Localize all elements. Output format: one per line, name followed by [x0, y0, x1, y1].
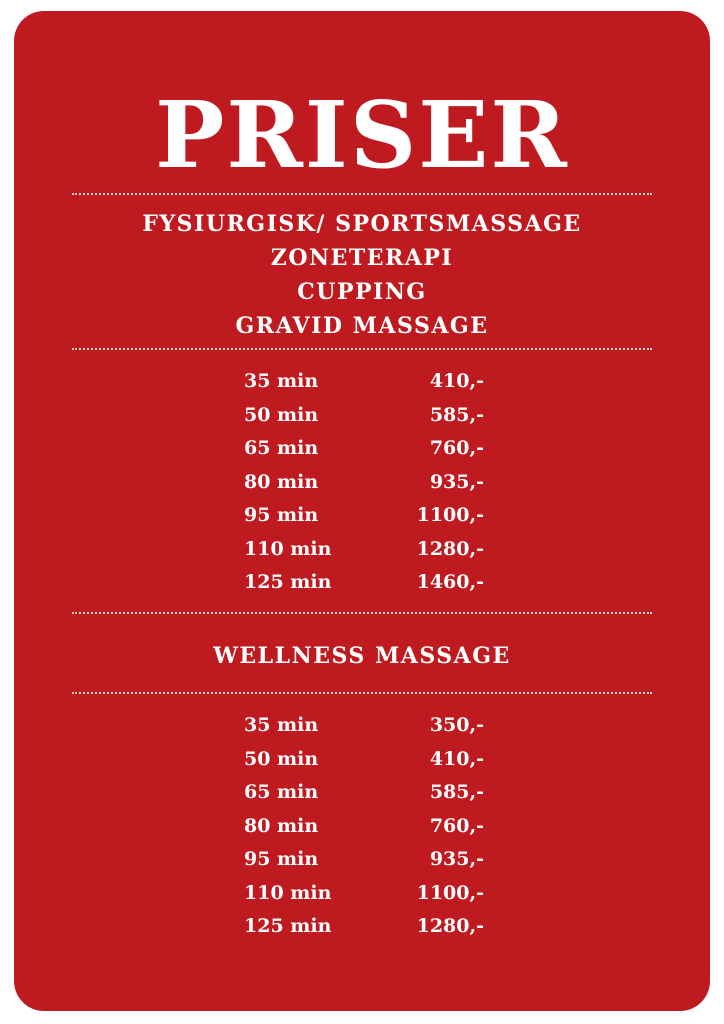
price-row [244, 399, 484, 433]
duration: 65 min [244, 781, 319, 803]
duration: 125 min [244, 571, 332, 593]
price: 1100,- [416, 881, 484, 904]
price: 1280,- [416, 537, 484, 560]
duration: 80 min [244, 814, 319, 837]
price-row [244, 743, 484, 777]
duration: 110 min [244, 537, 332, 560]
price: 410,- [429, 370, 484, 392]
price: 350,- [429, 714, 484, 736]
price: 585,- [429, 781, 484, 803]
price: 585,- [429, 403, 484, 426]
price-row [244, 499, 484, 533]
duration: 50 min [244, 403, 319, 426]
price-row [244, 709, 484, 743]
divider [72, 692, 652, 694]
price-row [244, 365, 484, 399]
divider [72, 612, 652, 614]
price: 760,- [429, 814, 484, 837]
duration: 110 min [244, 881, 332, 904]
duration: 80 min [244, 470, 319, 493]
category-list [14, 207, 710, 343]
price: 1460,- [416, 571, 484, 593]
price: 1100,- [416, 504, 484, 526]
price-row [244, 810, 484, 844]
price-row [244, 877, 484, 911]
divider [72, 348, 652, 350]
duration: 50 min [244, 747, 319, 770]
price-list-1 [244, 365, 484, 600]
price-row [244, 910, 484, 944]
price-row [244, 776, 484, 810]
duration: 95 min [244, 504, 319, 526]
price-list-2 [244, 709, 484, 944]
price: 1280,- [416, 915, 484, 937]
page-title: PRISER [155, 81, 569, 189]
duration: 125 min [244, 915, 332, 937]
price-card [14, 11, 710, 1011]
category-item: ZONETERAPI [270, 245, 454, 271]
duration: 65 min [244, 437, 319, 459]
category-item: CUPPING [297, 279, 427, 305]
price: 410,- [429, 747, 484, 770]
section-title-wellness: WELLNESS MASSAGE [213, 643, 511, 669]
price-row [244, 533, 484, 567]
category-item: FYSIURGISK/ SPORTSMASSAGE [142, 211, 582, 237]
price-row [244, 432, 484, 466]
divider [72, 193, 652, 195]
price-row [244, 466, 484, 500]
duration: 95 min [244, 848, 319, 870]
duration: 35 min [244, 370, 319, 392]
price: 935,- [429, 470, 484, 493]
price: 935,- [429, 848, 484, 870]
duration: 35 min [244, 714, 319, 736]
price-row [244, 843, 484, 877]
price: 760,- [429, 437, 484, 459]
price-row [244, 566, 484, 600]
category-item: GRAVID MASSAGE [235, 313, 489, 339]
